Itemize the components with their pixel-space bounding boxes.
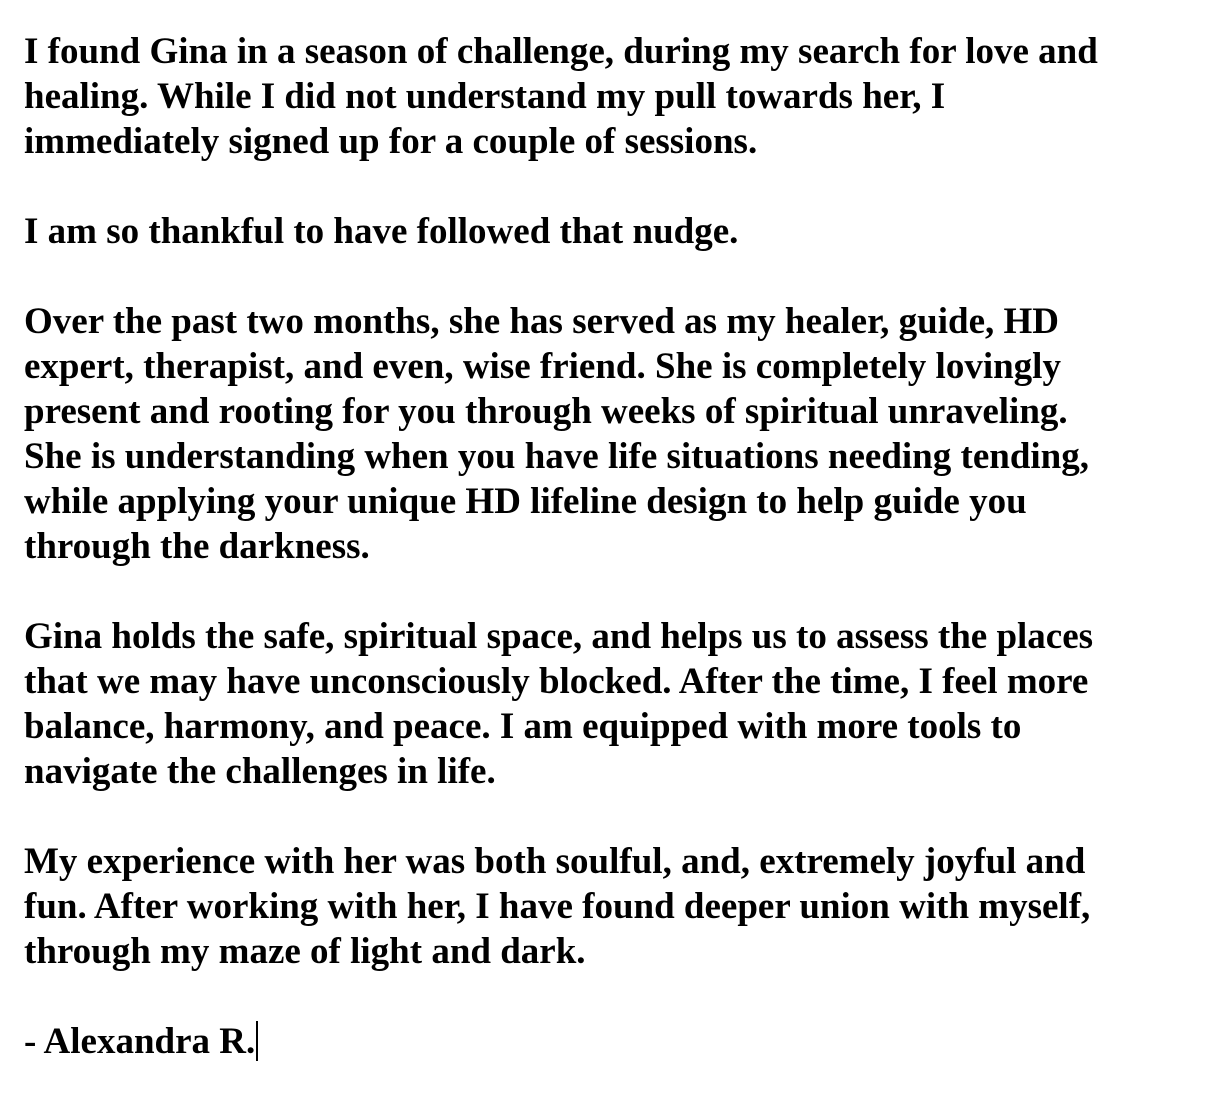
text-line: through the darkness. bbox=[24, 526, 370, 567]
paragraph-space bbox=[24, 614, 1214, 794]
paragraph-intro bbox=[24, 29, 1214, 164]
paragraph-thanks bbox=[24, 209, 1214, 254]
text-line: I found Gina in a season of challenge, during my search for love and bbox=[24, 31, 1098, 72]
text-line: My experience with her was both soulful, and, extremely joyful and bbox=[24, 841, 1086, 882]
text-line: healing. While I did not understand my pull towards her, I bbox=[24, 76, 946, 117]
signature-text: - Alexandra R. bbox=[24, 1021, 256, 1062]
text-line: through my maze of light and dark. bbox=[24, 931, 586, 972]
text-line: that we may have unconsciously blocked. After the time, I feel more bbox=[24, 661, 1089, 702]
text-line: fun. After working with her, I have found deeper union with myself, bbox=[24, 886, 1091, 927]
text-line: navigate the challenges in life. bbox=[24, 751, 496, 792]
text-line: while applying your unique HD lifeline design to help guide you bbox=[24, 481, 1027, 522]
text-line: I am so thankful to have followed that nudge. bbox=[24, 211, 739, 252]
paragraph-closing bbox=[24, 839, 1214, 974]
text-line: Over the past two months, she has served as my healer, guide, HD bbox=[24, 301, 1059, 342]
text-line: expert, therapist, and even, wise friend. She is completely lovingly bbox=[24, 346, 1061, 387]
text-line: present and rooting for you through weeks of spiritual unraveling. bbox=[24, 391, 1068, 432]
signature-line bbox=[24, 1019, 1214, 1064]
text-line: She is understanding when you have life situations needing tending, bbox=[24, 436, 1090, 477]
text-line: immediately signed up for a couple of sessions. bbox=[24, 121, 758, 162]
text-cursor bbox=[256, 1021, 258, 1061]
text-line: Gina holds the safe, spiritual space, and helps us to assess the places bbox=[24, 616, 1094, 657]
text-line: balance, harmony, and peace. I am equipped with more tools to bbox=[24, 706, 1022, 747]
document-body[interactable] bbox=[24, 29, 1214, 1064]
paragraph-experience bbox=[24, 299, 1214, 569]
